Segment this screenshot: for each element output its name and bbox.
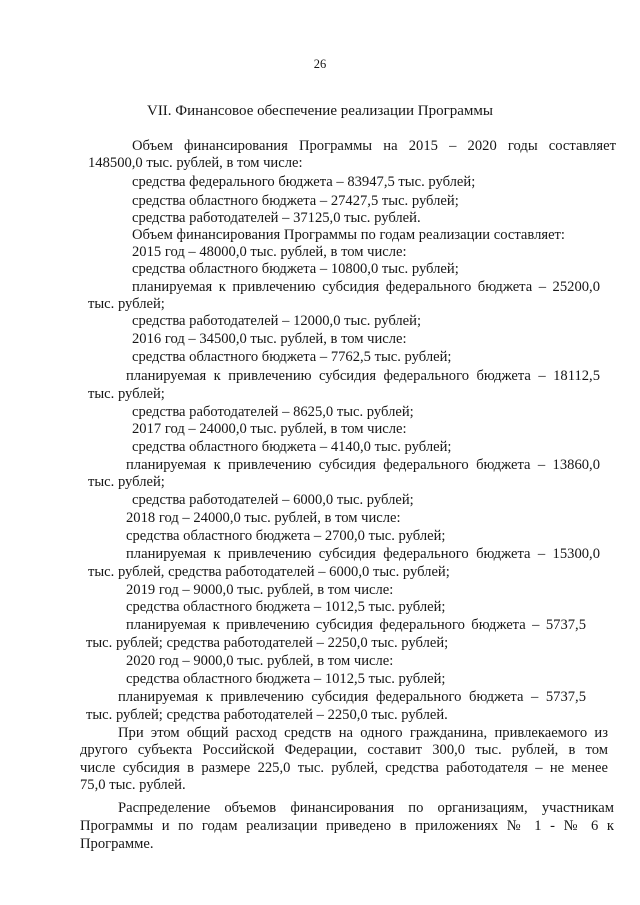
text-line: средства областного бюджета – 2700,0 тыс. рублей; (126, 528, 446, 544)
text-line: Программы и по годам реализации приведено в приложениях № 1 - № 6 к (80, 818, 614, 834)
text-line: тыс. рублей; (88, 296, 165, 312)
text-line: средства работодателей – 8625,0 тыс. рублей; (132, 404, 414, 420)
text-line: тыс. рублей; средства работодателей – 2250,0 тыс. рублей; (86, 635, 449, 651)
text-line: средства областного бюджета – 27427,5 тыс. рублей; (132, 193, 459, 209)
text-line: средства областного бюджета – 4140,0 тыс. рублей; (132, 439, 452, 455)
text-line: При этом общий расход средств на одного гражданина, привлекаемого из (118, 725, 608, 741)
text-line: средства областного бюджета – 7762,5 тыс. рублей; (132, 349, 452, 365)
text-line: планируемая к привлечению субсидия федерального бюджета – 5737,5 (118, 689, 586, 705)
text-line: планируемая к привлечению субсидия федерального бюджета – 25200,0 (132, 279, 600, 295)
text-line: средства работодателей – 37125,0 тыс. рублей. (132, 210, 421, 226)
text-line: числе субсидия в размере 225,0 тыс. рублей, средства работодателя – не менее (80, 760, 608, 776)
text-line: планируемая к привлечению субсидия федерального бюджета – 13860,0 (126, 457, 600, 473)
page-number: 26 (313, 57, 327, 71)
text-line: другого субъекта Российской Федерации, составит 300,0 тыс. рублей, в том (80, 742, 608, 758)
text-line: 75,0 тыс. рублей. (80, 777, 186, 793)
text-line: 2020 год – 9000,0 тыс. рублей, в том числе: (126, 653, 394, 669)
text-line: средства областного бюджета – 1012,5 тыс. рублей; (126, 599, 446, 615)
text-line: тыс. рублей; (88, 474, 165, 490)
text-line: средства областного бюджета – 10800,0 тыс. рублей; (132, 261, 459, 277)
text-line: средства областного бюджета – 1012,5 тыс. рублей; (126, 671, 446, 687)
text-line: 148500,0 тыс. рублей, в том числе: (88, 155, 303, 171)
text-line: Объем финансирования Программы по годам реализации составляет: (132, 227, 565, 243)
text-line: 2019 год – 9000,0 тыс. рублей, в том числе: (126, 582, 394, 598)
text-line: тыс. рублей, средства работодателей – 6000,0 тыс. рублей; (88, 564, 450, 580)
text-line: тыс. рублей; (88, 386, 165, 402)
text-line: Распределение объемов финансирования по организациям, участникам (118, 800, 614, 816)
text-line: средства работодателей – 6000,0 тыс. рублей; (132, 492, 414, 508)
text-line: средства федерального бюджета – 83947,5 тыс. рублей; (132, 174, 476, 190)
text-line: 2016 год – 34500,0 тыс. рублей, в том числе: (132, 331, 407, 347)
text-line: Программе. (80, 836, 154, 852)
text-line: планируемая к привлечению субсидия федерального бюджета – 18112,5 (126, 368, 600, 384)
text-line: 2018 год – 24000,0 тыс. рублей, в том числе: (126, 510, 401, 526)
text-line: планируемая к привлечению субсидия федерального бюджета – 15300,0 (126, 546, 600, 562)
text-line: планируемая к привлечению субсидия федерального бюджета – 5737,5 (126, 617, 586, 633)
text-line: тыс. рублей; средства работодателей – 2250,0 тыс. рублей. (86, 707, 448, 723)
text-line: средства работодателей – 12000,0 тыс. рублей; (132, 313, 422, 329)
section-title: VII. Финансовое обеспечение реализации Программы (146, 103, 493, 119)
text-line: Объем финансирования Программы на 2015 – 2020 годы составляет (132, 138, 616, 154)
text-line: 2017 год – 24000,0 тыс. рублей, в том числе: (132, 421, 407, 437)
text-line: 2015 год – 48000,0 тыс. рублей, в том числе: (132, 244, 407, 260)
